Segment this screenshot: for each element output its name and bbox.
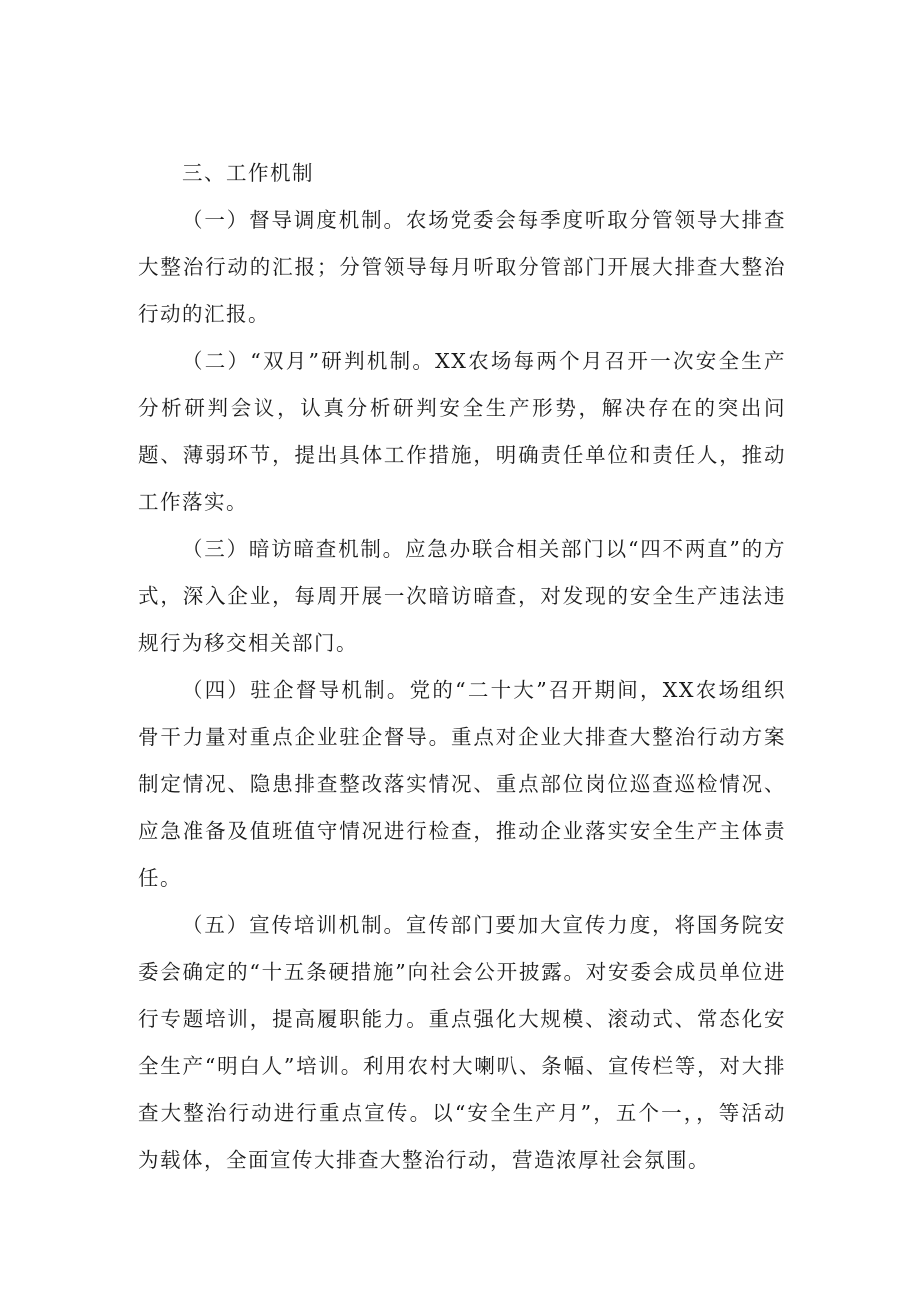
paragraph-unannounced-inspection: （三）暗访暗查机制。应急办联合相关部门以“四不两直”的方式，深入企业，每周开展一次暗访暗查，对发现的安全生产违法违规行为移交相关部门。 (138, 537, 786, 655)
document-body (138, 150, 786, 1184)
paragraph-onsite-supervision: （四）驻企督导机制。党的“二十大”召开期间，XX农场组织骨干力量对重点企业驻企督导。重点对企业大排查大整治行动方案制定情况、隐患排查整改落实情况、重点部位岗位巡查巡检情况、应急准备及值班值守情况进行检查，推动企业落实安全生产主体责任。 (138, 678, 786, 890)
section-heading: 三、工作机制 (182, 161, 314, 185)
paragraph-publicity-training: （五）宣传培训机制。宣传部门要加大宣传力度，将国务院安委会确定的“十五条硬措施”向社会公开披露。对安委会成员单位进行专题培训，提高履职能力。重点强化大规模、滚动式、常态化安全生产“明白人”培训。利用农村大喇叭、条幅、宣传栏等，对大排查大整治行动进行重点宣传。以“安全生产月”，五个一，，等活动为载体，全面宣传大排查大整治行动，营造浓厚社会氛围。 (138, 913, 786, 1172)
paragraph-supervision-dispatch: （一）督导调度机制。农场党委会每季度听取分管领导大排查大整治行动的汇报；分管领导每月听取分管部门开展大排查大整治行动的汇报。 (138, 208, 786, 326)
paragraph-bimonthly-analysis: （二）“双月”研判机制。XX农场每两个月召开一次安全生产分析研判会议，认真分析研判安全生产形势，解决存在的突出问题、薄弱环节，提出具体工作措施，明确责任单位和责任人，推动工作落实。 (138, 349, 786, 514)
